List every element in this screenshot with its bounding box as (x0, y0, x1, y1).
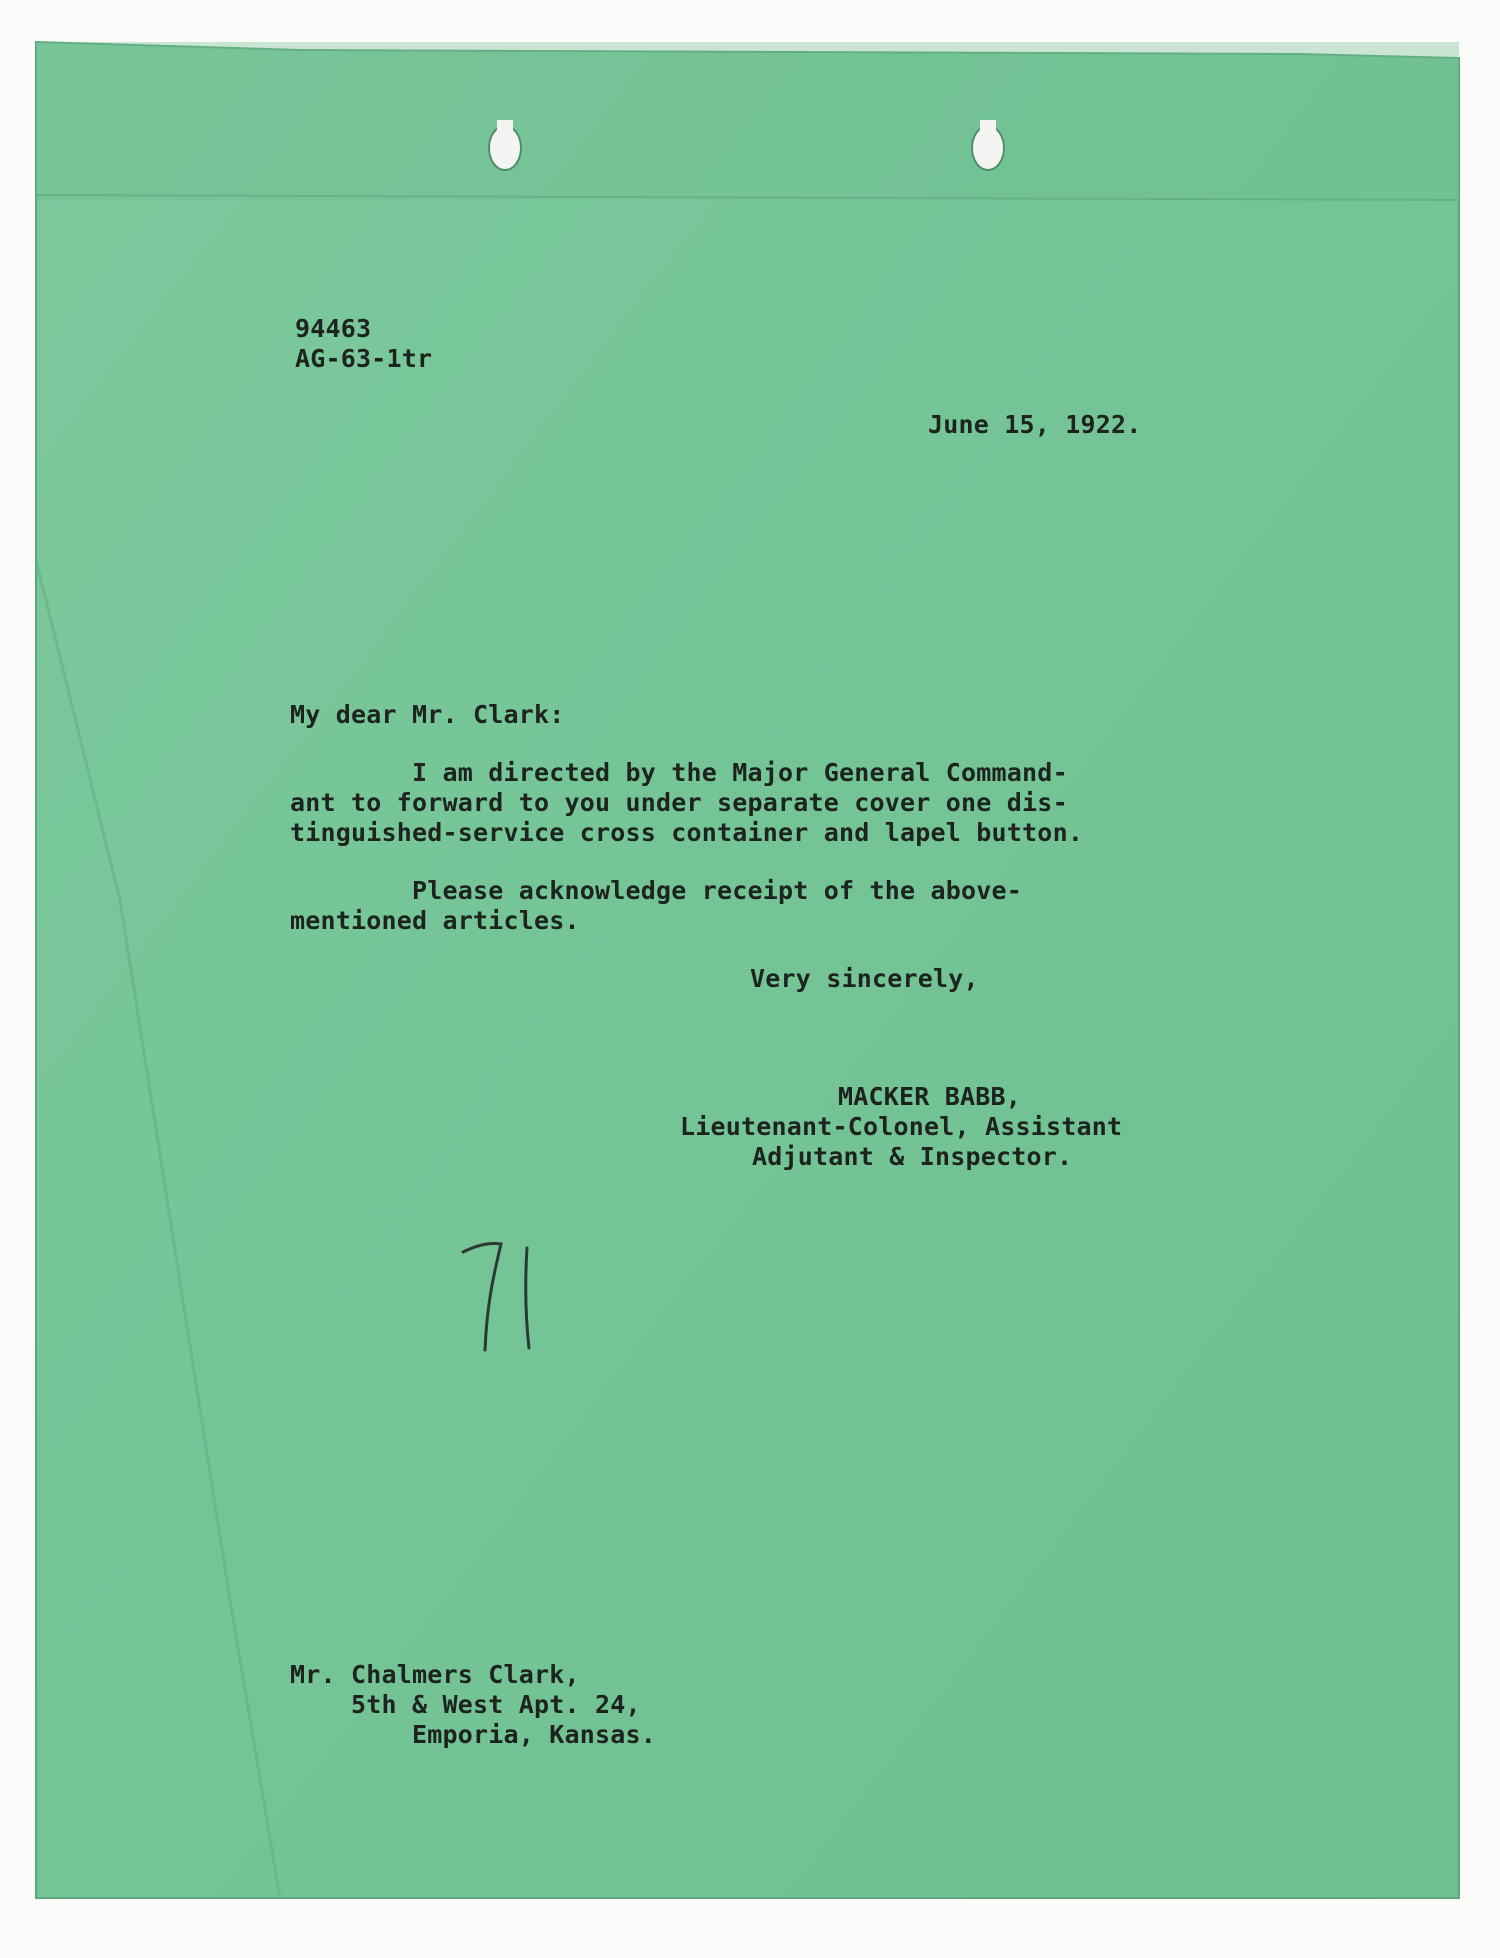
body-line-5: Please acknowledge receipt of the above- (290, 876, 1023, 905)
file-number: 94463 (295, 314, 372, 343)
closing: Very sincerely, (750, 964, 979, 993)
recipient-name: Mr. Chalmers Clark, (290, 1660, 580, 1689)
handwritten-mark (455, 1230, 555, 1360)
file-code: AG-63-1tr (295, 344, 433, 373)
salutation: My dear Mr. Clark: (290, 700, 565, 729)
body-line-6: mentioned articles. (290, 906, 580, 935)
body-line-1: I am directed by the Major General Command- (290, 758, 1068, 787)
signature-name: MACKER BABB, (838, 1082, 1022, 1111)
recipient-street: 5th & West Apt. 24, (290, 1690, 641, 1719)
recipient-city: Emporia, Kansas. (290, 1720, 657, 1749)
letter-date: June 15, 1922. (928, 410, 1142, 439)
body-line-2: ant to forward to you under separate cover one dis- (290, 788, 1068, 817)
signature-title: Adjutant & Inspector. (752, 1142, 1073, 1171)
signature-rank: Lieutenant-Colonel, Assistant (680, 1112, 1123, 1141)
body-line-3: tinguished-service cross container and lapel button. (290, 818, 1084, 847)
